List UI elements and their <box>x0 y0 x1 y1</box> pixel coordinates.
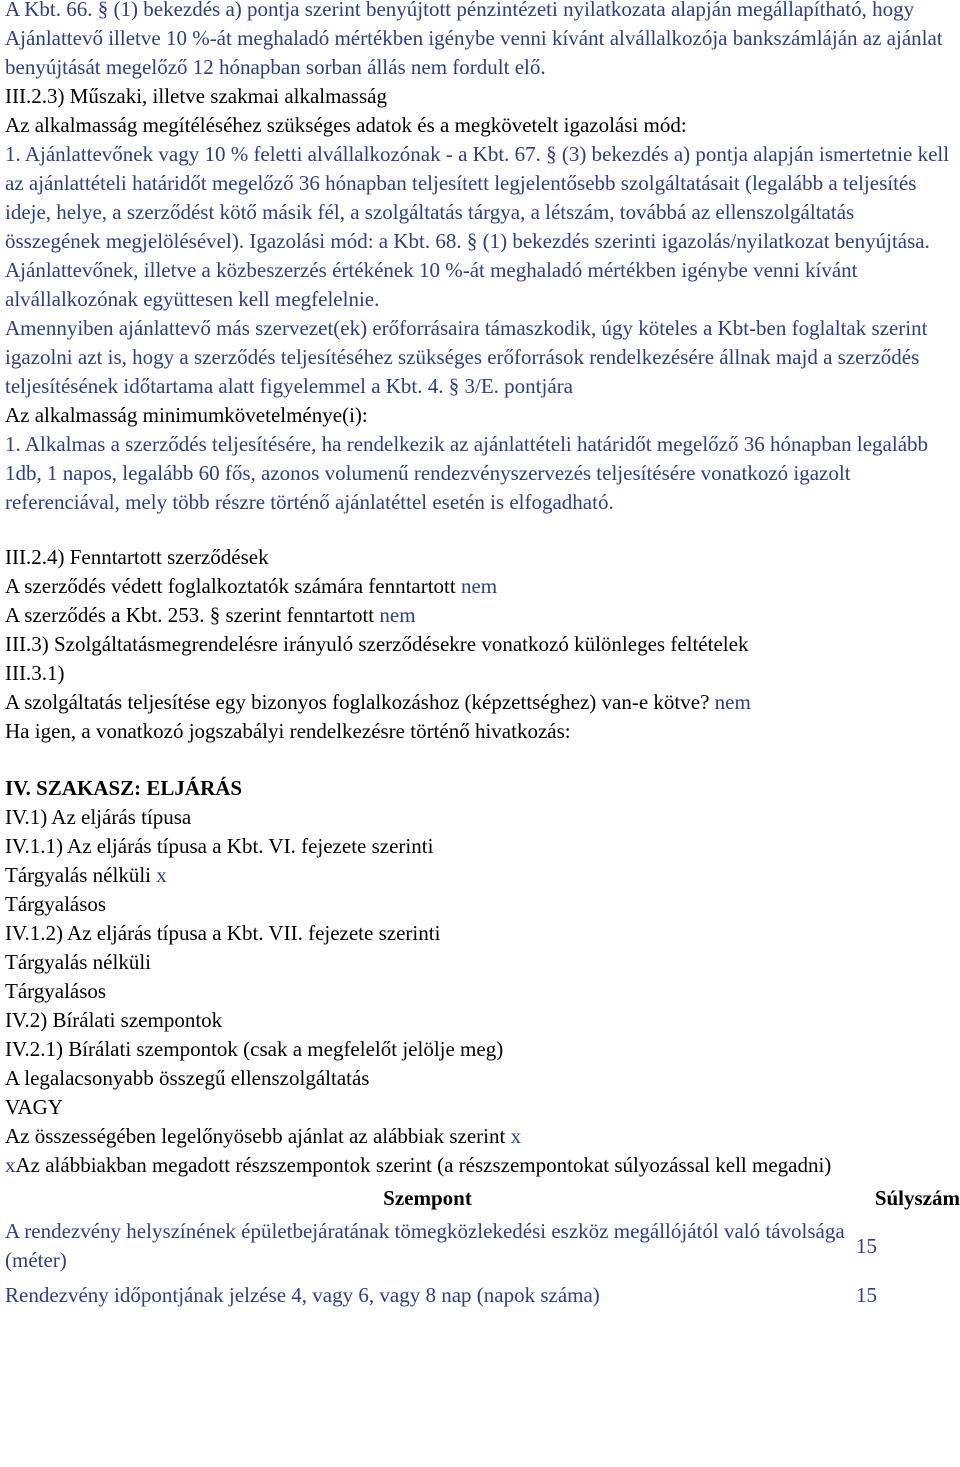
suitability-text-1: 1. Ajánlattevőnek vagy 10 % feletti alvállalkozónak - a Kbt. 67. § (3) bekezdés a) pontja alapján ismertetnie kell az ajánlattételi határidőt megelőző 36 hónapban teljesített legjelentősebb szolgáltatásait (legalább a teljesítés ideje, helye, a szerződést kötő másik fél, a szolgáltatás tárgya, a létszám, továbbá az ellenszolgáltatás összegének megjelölésével). Igazolási mód: a Kbt. 68. § (1) bekezdés szerinti igazolás/nyilatkozat benyújtása. <box>5 142 950 253</box>
suitability-text-3: Amennyiben ajánlattevő más szervezet(ek) erőforrásaira támaszkodik, úgy köteles a Kbt-ben foglaltak szerint igazolni azt is, hogy a szerződés teljesítéséhez szükséges erőforrások rendelkezésére állnak majd a szerződés teljesítésének időtartama alatt figyelemmel a Kbt. 4. § 3/E. pontjára <box>5 316 928 398</box>
spacer <box>5 517 955 543</box>
criterion-cell: Rendezvény időpontjának jelzése 4, vagy 6, vagy 8 nap (napok száma) <box>5 1283 600 1307</box>
reserved-protected-answer: nem <box>460 574 498 598</box>
profession-question: A szolgáltatás teljesítése egy bizonyos foglalkozáshoz (képzettséghez) van-e kötve? <box>5 690 715 714</box>
option-with-negotiation-ch7: Tárgyalásos <box>5 979 107 1003</box>
table-row <box>5 1281 960 1310</box>
sub-criteria-option <box>5 1151 955 1180</box>
weight-cell: 15 <box>856 1233 877 1258</box>
profession-answer: nem <box>714 690 751 714</box>
procedure-type-ch6: IV.1.1) Az eljárás típusa a Kbt. VI. fejezete szerinti <box>5 834 434 858</box>
reserved-253-line <box>5 601 955 630</box>
selected-mark: x <box>5 1153 16 1177</box>
reserved-253-question: A szerződés a Kbt. 253. § szerint fenntartott <box>5 603 380 627</box>
weight-cell: 15 <box>856 1283 877 1307</box>
option-label: Az alábbiakban megadott részszempontok szerint (a részszempontokat súlyozással kell megadni) <box>15 1153 832 1177</box>
suitability-text-2: Ajánlattevőnek, illetve a közbeszerzés értékének 10 %-át meghaladó mértékben igénybe venni kívánt alvállalkozónak együttesen kell megfelelnie. <box>5 258 858 311</box>
reserved-253-answer: nem <box>379 603 416 627</box>
table-row <box>5 1217 960 1281</box>
selected-mark: x <box>156 863 167 887</box>
option-label: Tárgyalás nélküli <box>5 863 157 887</box>
reserved-protected-line <box>5 572 955 601</box>
award-criteria-heading: IV.2) Bírálati szempontok <box>5 1008 223 1032</box>
section-3-2-3-heading: III.2.3) Műszaki, illetve szakmai alkalmasság <box>5 84 387 108</box>
min-requirements-label: Az alkalmasság minimumkövetelménye(i): <box>5 403 368 427</box>
option-with-negotiation-ch6: Tárgyalásos <box>5 892 107 916</box>
suitability-intro: Az alkalmasság megítéléséhez szükséges adatok és a megkövetelt igazolási mód: <box>5 113 687 137</box>
criteria-header-row <box>5 1184 960 1217</box>
document-page <box>5 0 960 1310</box>
procedure-type-heading: IV.1) Az eljárás típusa <box>5 805 192 829</box>
criterion-cell: A rendezvény helyszínének épületbejáratának tömegközlekedési eszköz megállójától való távolsága (méter) <box>5 1219 845 1272</box>
spacer <box>5 746 955 774</box>
most-advantageous-option <box>5 1122 955 1151</box>
option-label: Az összességében legelőnyösebb ajánlat az alábbiak szerint <box>5 1124 511 1148</box>
option-without-negotiation-ch7: Tárgyalás nélküli <box>5 950 151 974</box>
criteria-header-weight: Súlyszám <box>874 1186 960 1210</box>
award-criteria-subheading: IV.2.1) Bírálati szempontok (csak a megfelelőt jelölje meg) <box>5 1037 504 1061</box>
reserved-protected-question: A szerződés védett foglalkoztatók számára fenntartott <box>5 574 461 598</box>
min-requirements-text: 1. Alkalmas a szerződés teljesítésére, ha rendelkezik az ajánlattételi határidőt megelőző 36 hónapban legalább 1db, 1 napos, legalább 60 fős, azonos volumenű rendezvényszervezés teljesítésére vonatkozó igazolt referenciával, mely több részre történő ajánlatéttel esetén is elfogadható. <box>5 432 929 514</box>
procedure-type-ch7: IV.1.2) Az eljárás típusa a Kbt. VII. fejezete szerinti <box>5 921 441 945</box>
section-4-heading: IV. SZAKASZ: ELJÁRÁS <box>5 776 243 800</box>
section-3-3-1-heading: III.3.1) <box>5 661 65 685</box>
lowest-price-option: A legalacsonyabb összegű ellenszolgáltatás <box>5 1066 370 1090</box>
or-separator: VAGY <box>5 1095 63 1119</box>
profession-question-line <box>5 688 955 717</box>
selected-mark: x <box>510 1124 522 1148</box>
option-without-negotiation-ch6 <box>5 861 955 890</box>
bank-statement-paragraph: A Kbt. 66. § (1) bekezdés a) pontja szerint benyújtott pénzintézeti nyilatkozata alapján megállapítható, hogy Ajánlattevő illetve 10 %-át meghaladó mértékben igénybe venni kívánt alvállalkozója bankszámláján az ajánlat benyújtását megelőző 12 hónapban sorban állás nem fordult elő. <box>5 0 943 79</box>
legal-reference-line: Ha igen, a vonatkozó jogszabályi rendelkezésre történő hivatkozás: <box>5 719 571 743</box>
section-3-3-heading: III.3) Szolgáltatásmegrendelésre irányuló szerződésekre vonatkozó különleges feltételek <box>5 632 749 656</box>
criteria-header-criterion: Szempont <box>383 1186 472 1210</box>
criteria-table <box>5 1184 960 1310</box>
section-3-2-4-heading: III.2.4) Fenntartott szerződések <box>5 545 269 569</box>
